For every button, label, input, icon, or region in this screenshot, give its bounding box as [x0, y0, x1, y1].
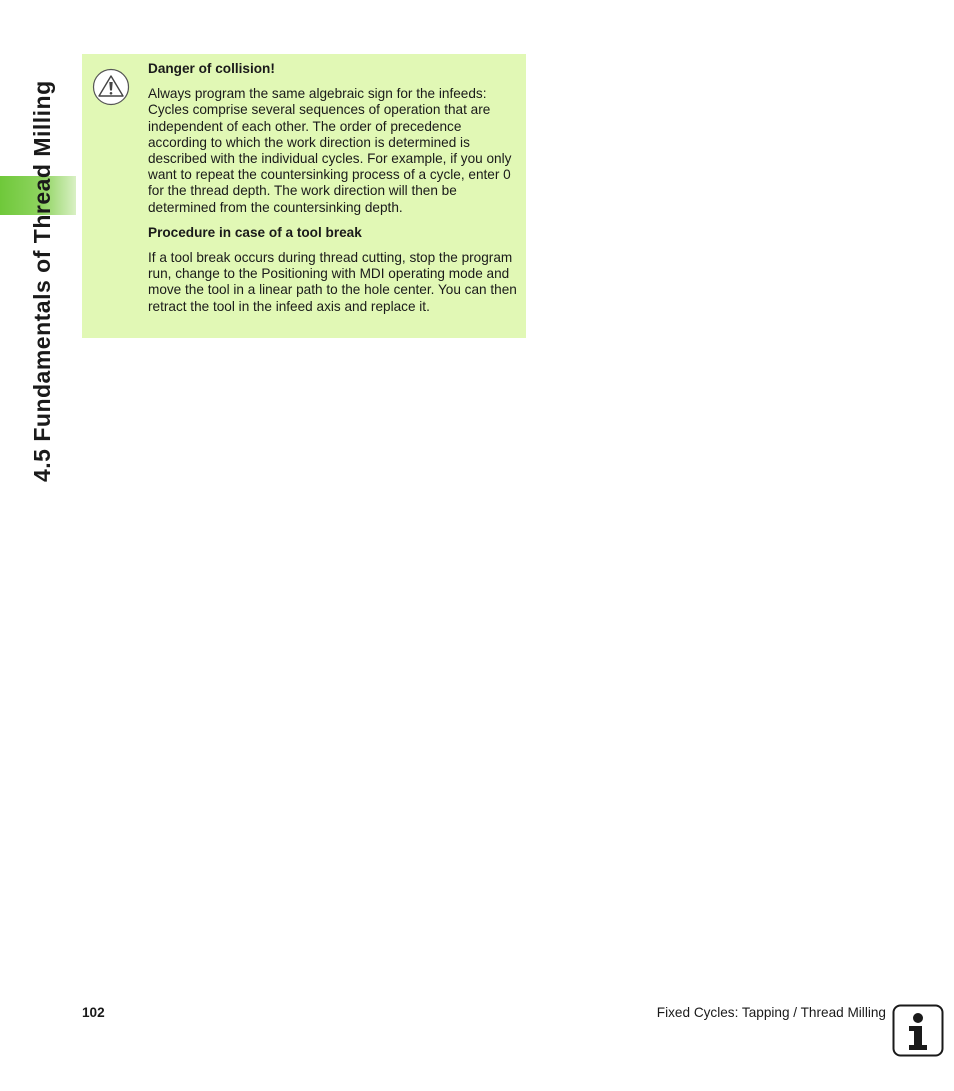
warning-triangle-icon [92, 68, 130, 106]
collision-paragraph: Always program the same algebraic sign for the infeeds: Cycles comprise several sequences of operation that are independent of each other. The order of precedence according to which the work direction is determined is described with the individual cycles. For example, if you only want to repeat the countersinking process of a cycle, enter 0 for the thread depth. The work direction will then be determined from the countersinking depth. [148, 86, 512, 215]
tool-break-heading: Procedure in case of a tool break [148, 224, 362, 240]
footer-section-title: Fixed Cycles: Tapping / Thread Milling [656, 1005, 886, 1020]
page-number: 102 [82, 1005, 105, 1020]
chapter-title-text: 4.5 Fundamentals of Thread Milling [29, 80, 55, 482]
info-icon [892, 1004, 944, 1057]
warning-content [148, 61, 518, 324]
chapter-title-vertical [0, 0, 76, 490]
collision-warning-box [82, 54, 526, 338]
tool-break-paragraph: If a tool break occurs during thread cutting, stop the program run, change to the Positioning with MDI operating mode and move the tool in a linear path to the hole center. You can then retract the tool in the infeed axis and replace it. [148, 250, 517, 314]
collision-heading: Danger of collision! [148, 61, 275, 76]
